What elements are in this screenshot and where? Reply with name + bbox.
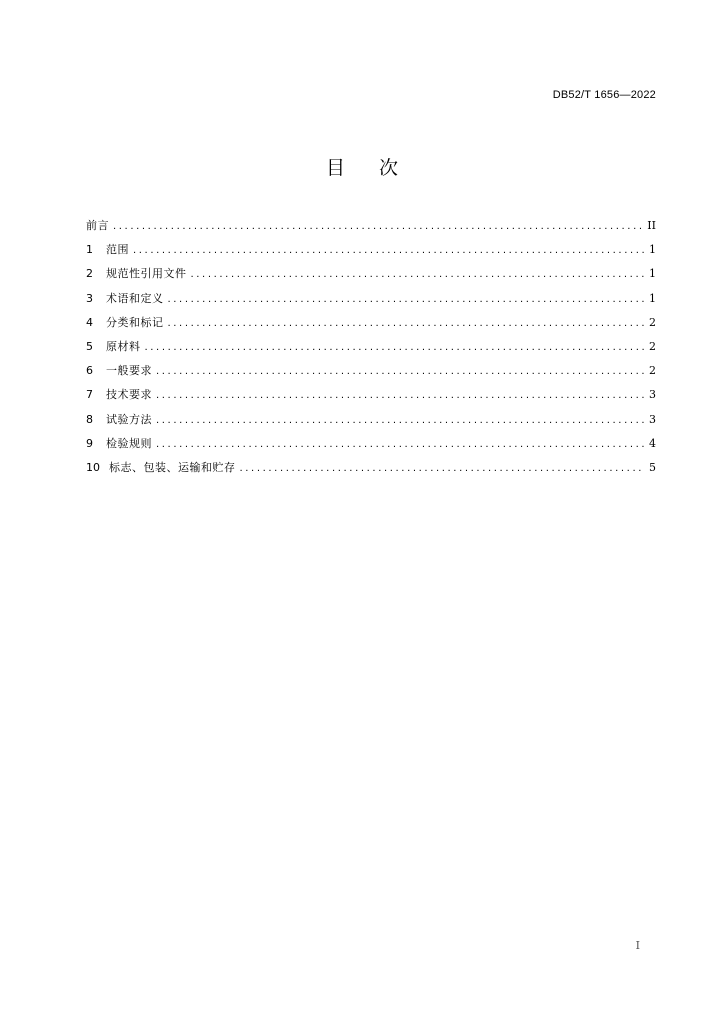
toc-entry-page: 1 <box>649 267 656 281</box>
toc-entry-number: 5 <box>86 339 93 353</box>
toc-entry-1[interactable] <box>86 242 656 266</box>
toc-entry-page: 4 <box>649 436 656 450</box>
toc-entry-page: 3 <box>649 388 656 402</box>
toc-entry-number: 9 <box>86 436 93 450</box>
table-of-contents <box>86 218 656 484</box>
toc-entry-label: 范围 <box>106 243 129 257</box>
toc-entry-preface[interactable] <box>86 218 656 242</box>
toc-entry-number: 8 <box>86 412 93 426</box>
toc-entry-label: 原材料 <box>106 339 141 353</box>
toc-entry-10[interactable] <box>86 460 656 484</box>
toc-leader-dots <box>240 461 645 477</box>
toc-entry-label: 标志、包装、运输和贮存 <box>109 460 236 474</box>
toc-entry-9[interactable] <box>86 436 656 460</box>
toc-entry-page: 3 <box>649 412 656 426</box>
toc-entry-label: 试验方法 <box>106 412 152 426</box>
toc-leader-dots <box>133 243 644 259</box>
toc-leader-dots <box>156 413 644 429</box>
toc-entry-label: 分类和标记 <box>106 315 164 329</box>
toc-leader-dots <box>191 267 645 283</box>
page-number: I <box>635 939 640 952</box>
toc-entry-number: 4 <box>86 315 93 329</box>
toc-entry-page: 1 <box>649 243 656 257</box>
toc-entry-8[interactable] <box>86 412 656 436</box>
toc-entry-page: 1 <box>649 291 656 305</box>
toc-entry-page: 2 <box>649 364 656 378</box>
toc-leader-dots <box>113 219 643 235</box>
toc-entry-number: 10 <box>86 460 100 474</box>
toc-entry-label: 技术要求 <box>106 388 152 402</box>
toc-entry-number: 1 <box>86 243 93 257</box>
toc-entry-4[interactable] <box>86 315 656 339</box>
toc-entry-2[interactable] <box>86 266 656 290</box>
toc-entry-page: 2 <box>649 315 656 329</box>
toc-entry-label: 一般要求 <box>106 364 152 378</box>
toc-entry-number: 2 <box>86 267 93 281</box>
toc-leader-dots <box>156 364 644 380</box>
toc-entry-page: II <box>647 219 656 232</box>
document-id: DB52/T 1656—2022 <box>552 89 656 101</box>
toc-entry-page: 5 <box>649 460 656 474</box>
toc-entry-6[interactable] <box>86 363 656 387</box>
toc-entry-number: 7 <box>86 388 93 402</box>
toc-leader-dots <box>145 340 645 356</box>
toc-leader-dots <box>156 388 644 404</box>
toc-leader-dots <box>168 316 645 332</box>
toc-entry-page: 2 <box>649 339 656 353</box>
toc-entry-number: 6 <box>86 364 93 378</box>
toc-entry-label: 前言 <box>86 219 109 232</box>
toc-entry-5[interactable] <box>86 339 656 363</box>
toc-entry-3[interactable] <box>86 291 656 315</box>
toc-leader-dots <box>168 292 645 308</box>
toc-entry-label: 术语和定义 <box>106 291 164 305</box>
toc-entry-number: 3 <box>86 291 93 305</box>
toc-leader-dots <box>156 437 644 453</box>
toc-title: 目次 <box>325 157 432 179</box>
toc-entry-7[interactable] <box>86 387 656 411</box>
toc-entry-label: 检验规则 <box>106 436 152 450</box>
toc-entry-label: 规范性引用文件 <box>106 267 187 281</box>
